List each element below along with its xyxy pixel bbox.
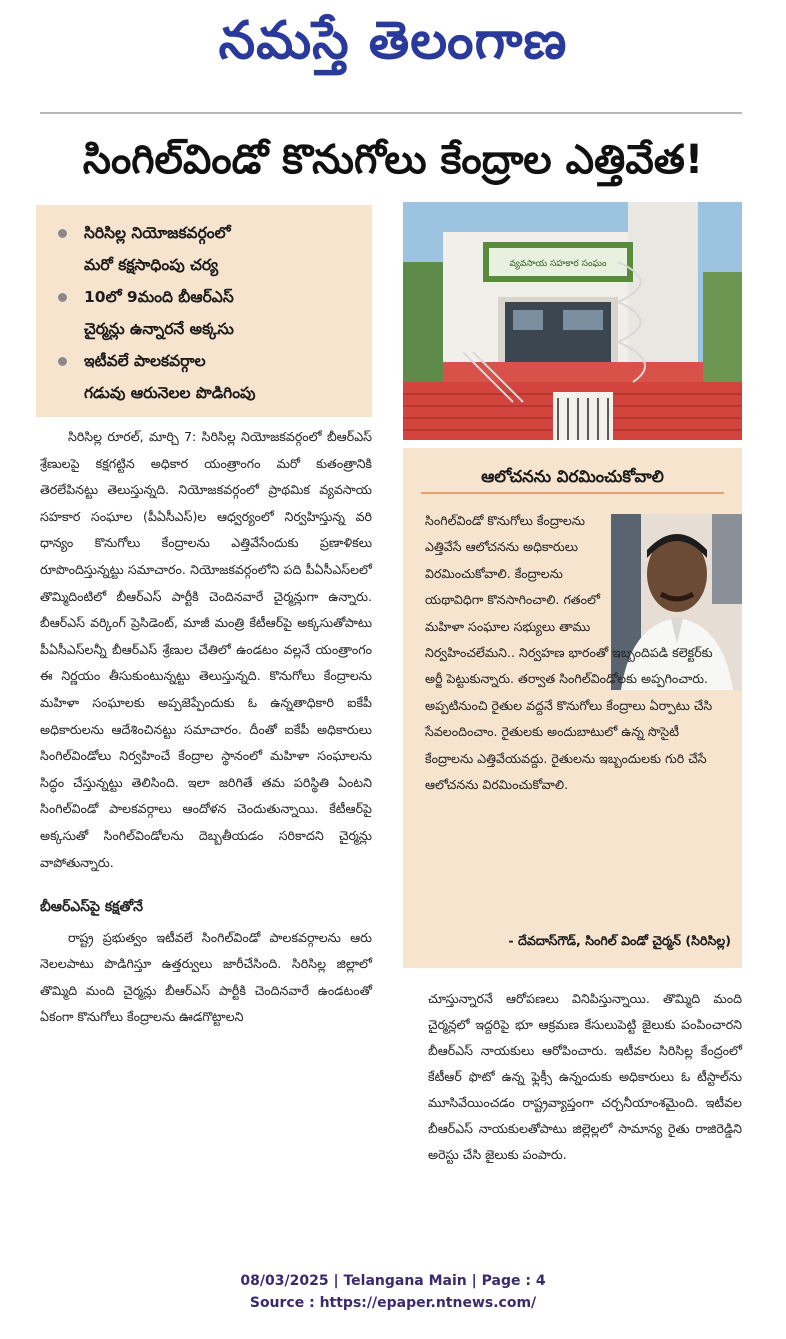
article-continued: చూస్తున్నారనే ఆరోపణలు వినిపిస్తున్నాయి. తొమ్మిది మంది చైర్మన్లలో ఇద్దరిపై భూ ఆక్రమణ కేసులుపెట్టి జైలుకు పంపించారని బీఆర్‌ఎస్‌ నాయకులు ఆరోపించారు. ఇటీవల సిరిసిల్ల కేంద్రంలో కేటీఆర్‌ ఫొటో ఉన్న ఫ్లెక్సీ ఉన్నందుకు అధికారులు ఓ టీస్టాల్‌ను మూసివేయించడం రాష్ట్రవ్యాప్తంగా చర్చనీయాంశమైంది. ఇటీవల బీఆర్‌ఎస్‌ నాయకులతోపాటు జిల్లెల్లలో సామాన్య రైతు రాజిరెడ్డిని అరెస్టు చేసి జైలుకు పంపారు.	[428, 991, 742, 1162]
sidebar-quote-part: నిర్వహించలేమని.. నిర్వహణ భారంతో ఇబ్బందిపడి కలెక్టర్‌కు అర్జీ పెట్టుకున్నారు. తర్వాత సింగిల్‌విండోలకు అప్పగించారు. అప్పటినుంచి రైతుల వద్దనే కొనుగోలు కేంద్రాలు ఏర్పాటు చేసి సేవలందించాం. రైతులకు అందుబాటులో ఉన్న సొసైటీ కేంద్రాలను ఎత్తివేయవద్దు. రైతులను ఇబ్బందులకు గురి చేసే ఆలోచనను విరమించుకోవాలి.	[425, 645, 713, 793]
masthead-divider	[40, 112, 742, 114]
article-body-left	[40, 424, 372, 1031]
highlight-item	[54, 281, 362, 345]
building-photo-illustration	[403, 202, 742, 440]
highlight-line: ఇటీవలే పాలకవర్గాల	[84, 352, 206, 370]
footer-source-label: Source :	[249, 1295, 320, 1311]
bullet-icon	[58, 229, 67, 238]
highlight-item	[54, 217, 362, 281]
article-subheading: బీఆర్‌ఎస్‌పై కక్షతోనే	[40, 899, 143, 916]
footer-separator: |	[471, 1273, 482, 1289]
page-footer	[0, 1270, 786, 1314]
footer-edition: Telangana Main	[343, 1273, 467, 1289]
article-lead: సిరిసిల్ల రూరల్‌, మార్చి 7: సిరిసిల్ల నియోజకవర్గంలో బీఆర్‌ఎస్‌ శ్రేణులపై కక్షగట్టిన అధికార యంత్రాంగం మరో కుతంత్రానికి తెరలేపినట్టు తెలుస్తున్నది. నియోజకవర్గంలో ప్రాథమిక వ్యవసాయ సహకార సంఘాల (పీఏసీఎస్‌)ల ఆధ్వర్యంలో నిర్వహిస్తున్న వరి ధాన్యం కొనుగోలు కేంద్రాలను ఎత్తివేసేందుకు ప్రణాళికలు రూపొందిస్తున్నట్టు సమాచారం. నియోజకవర్గంలోని పది పీఏసీఎస్‌లలో తొమ్మిదింటిలో బీఆర్‌ఎస్‌ పార్టీకి చెందినవారే చైర్మన్లుగా ఉన్నారు. బీఆర్‌ఎస్‌ వర్కింగ్‌ ప్రెసిడెంట్‌, మాజీ మంత్రి కేటీఆర్‌పై అక్కసుతోపాటు పీఏసీఎస్‌లన్నీ బీఆర్‌ఎస్‌ శ్రేణుల చేతిలో ఉండటం వల్లనే యంత్రాంగం ఈ నిర్ణయం తీసుకుంటున్నట్టు తెలుస్తున్నది. కొనుగోలు కేంద్రాలను మహిళా సంఘాలకు అప్పజెప్పేందుకు ఓ ఉన్నతాధికారి ఐకేపీ అధికారులను ఆదేశించినట్టు సమాచారం. దీంతో ఐకేపీ అధికారులు సింగిల్‌విండోలు నిర్వహించే కేంద్రాల స్థానంలో మహిళా సంఘాలను సిద్ధం చేస్తున్నట్టు తెలిసింది. ఇలా జరిగితే తమ పరిస్థితి ఏంటని సింగిల్‌విండో పాలకవర్గాలు ఆందోళన చెందుతున్నాయి. కేటీఆర్‌పై అక్కసుతో సింగిల్‌విండోలను దెబ్బతీయడం సరికాదని చైర్మన్లు వాపోతున్నారు.	[40, 429, 372, 870]
highlight-line: 10లో 9మంది బీఆర్‌ఎస్‌	[84, 288, 234, 306]
sidebar-quote-part: సింగిల్‌విండో కొనుగోలు కేంద్రాలను ఎత్తివేసే ఆలోచనను అధికారులు విరమించుకోవాలి. కేంద్రాలను యథావిధిగా కొనసాగించాలి. గతంలో మహిళా సంఘాల సభ్యులు తాము	[425, 513, 600, 634]
building-sign-text: వ్యవసాయ సహకార సంఘం	[509, 259, 607, 269]
footer-separator: |	[333, 1273, 344, 1289]
sidebar-signature: - దేవదాస్‌గౌడ్‌, సింగిల్‌ విండో చైర్మన్‌ (సిరిసిల్ల)	[508, 933, 731, 948]
article-body-right	[428, 986, 742, 1168]
highlight-line: సిరిసిల్ల నియోజకవర్గంలో	[84, 224, 231, 242]
quote-sidebar	[403, 448, 742, 968]
footer-page: Page : 4	[481, 1273, 546, 1289]
highlight-line: గడువు ఆరునెలల పొడిగింపు	[84, 384, 256, 402]
sidebar-title: ఆలోచనను విరమించుకోవాలి	[421, 460, 724, 494]
bullet-icon	[58, 293, 67, 302]
highlight-item	[54, 345, 362, 409]
sidebar-quote	[425, 508, 731, 798]
highlights-box	[36, 205, 372, 417]
footer-source	[0, 1292, 786, 1314]
masthead-logo: నమస్తే తెలంగాణ	[218, 10, 568, 71]
footer-date: 08/03/2025	[240, 1273, 329, 1289]
source-link[interactable]: https://epaper.ntnews.com/	[319, 1295, 537, 1311]
highlight-line: మరో కక్షసాధింపు చర్య	[84, 256, 219, 274]
highlight-line: చైర్మన్లు ఉన్నారనే అక్కసు	[84, 320, 234, 338]
bullet-icon	[58, 357, 67, 366]
news-photo	[403, 202, 742, 440]
footer-meta	[0, 1270, 786, 1292]
article-paragraph: రాష్ట్ర ప్రభుత్వం ఇటీవలే సింగిల్‌విండో పాలకవర్గాలను ఆరు నెలలపాటు పొడిగిస్తూ ఉత్తర్వులు జారీచేసింది. సిరిసిల్ల జిల్లాలో తొమ్మిది మంది చైర్మన్లు బీఆర్‌ఎస్‌ పార్టీకి చెందినవారే ఉండటంతో ఏకంగా కొనుగోలు కేంద్రాలను ఊడగొట్టాలని	[40, 929, 372, 1025]
headline: సింగిల్‌విండో కొనుగోలు కేంద్రాల ఎత్తివేత!	[82, 137, 704, 183]
